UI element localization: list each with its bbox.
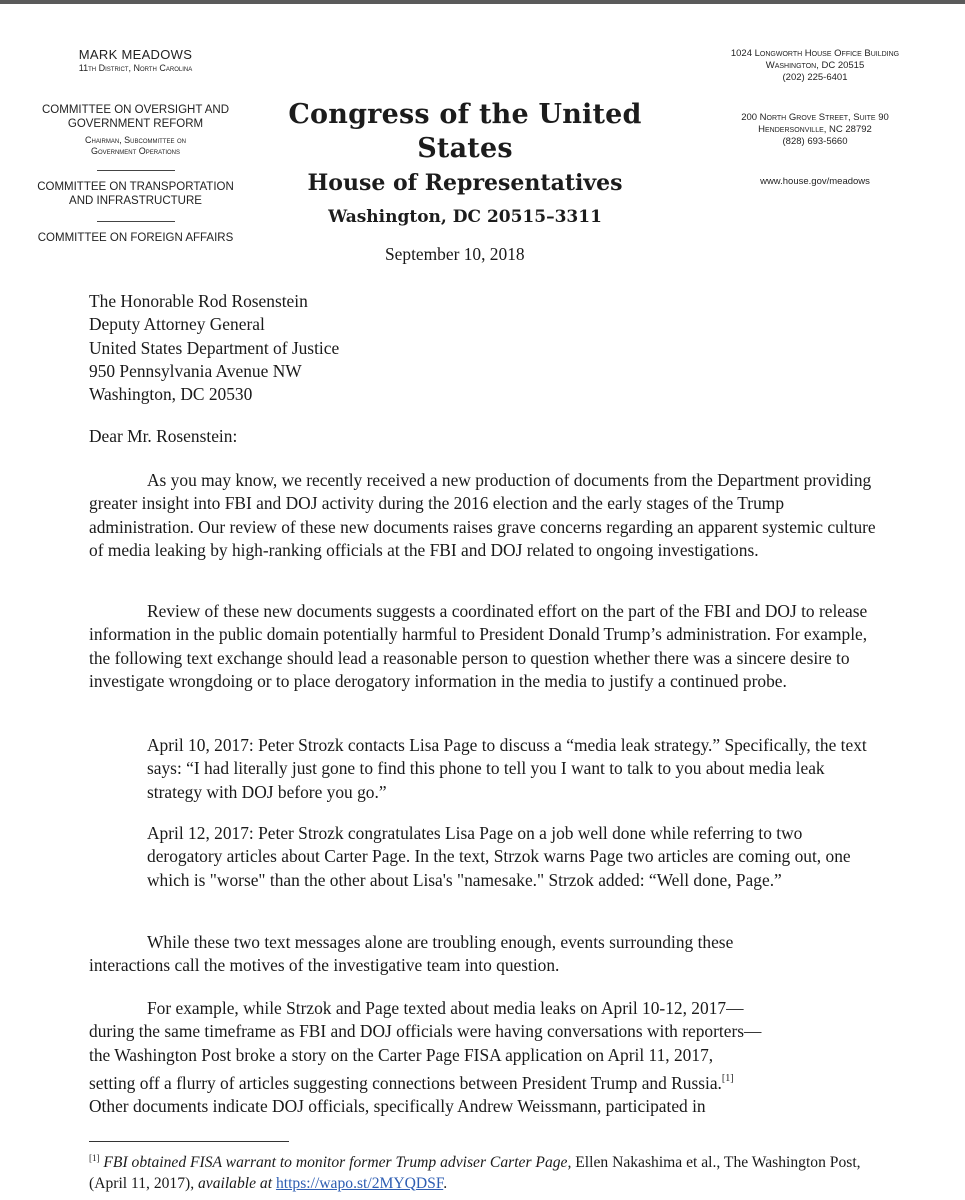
- phone-number: (202) 225-6401: [782, 72, 848, 83]
- footnote-link[interactable]: https://wapo.st/2MYQDSF: [275, 1174, 444, 1192]
- paragraph-line: [89, 1067, 879, 1095]
- recipient-address: [89, 290, 879, 406]
- footnote-byline: Ellen Nakashima et al., The Washington Post, (April 11, 2017),: [89, 1154, 861, 1192]
- divider: [97, 221, 175, 222]
- letterhead-left: [18, 47, 253, 245]
- paragraph-1: As you may know, we recently received a new production of documents from the Department providing greater insight into FBI and DOJ activity during the 2016 election and the early stages of the Trump administration. Our review of these new documents raises grave concerns regarding an apparent systemic culture of media leaking by high-ranking officials at the FBI and DOJ related to ongoing investigations.: [89, 470, 876, 560]
- paragraph-line: the Washington Post broke a story on the Carter Page FISA application on April 11, 2017,: [89, 1044, 714, 1065]
- paragraph-line: For example, while Strzok and Page texted about media leaks on April 10-12, 2017—: [147, 998, 744, 1018]
- recipient-line: The Honorable Rod Rosenstein: [89, 291, 308, 311]
- paragraph-line: interactions call the motives of the investigative team into question.: [89, 955, 560, 976]
- committee-title-line: GOVERNMENT REFORM: [67, 118, 204, 130]
- paragraph-line: during the same timeframe as FBI and DOJ officials were having conversations with reporters—: [89, 1021, 762, 1042]
- recipient-line: Deputy Attorney General: [89, 314, 265, 335]
- member-district: 11th District, North Carolina: [78, 63, 193, 73]
- quote-april-10: April 10, 2017: Peter Strozk contacts Lisa Page to discuss a “media leak strategy.” Specifically, the text says: “I had literally just gone to find this phone to tell you I want to talk to you about media leak strategy with DOJ before you go.”: [147, 735, 867, 802]
- footnote-divider: [89, 1141, 289, 1142]
- letterhead-right: [700, 48, 930, 188]
- footnote: [89, 1148, 879, 1194]
- paragraph-3: [89, 931, 879, 978]
- paragraph-line: While these two text messages alone are troubling enough, events surrounding these: [147, 932, 734, 952]
- divider: [97, 170, 175, 171]
- house-title: House of Representatives: [307, 170, 623, 196]
- committee-transportation: [18, 180, 253, 208]
- committee-subtitle: [18, 135, 253, 157]
- paragraph-line: Other documents indicate DOJ officials, specifically Andrew Weissmann, participated in: [89, 1096, 706, 1117]
- address-line: 200 North Grove Street, Suite 90: [741, 112, 889, 123]
- member-name: MARK MEADOWS: [78, 47, 193, 62]
- paragraph-2: Review of these new documents suggests a coordinated effort on the part of the FBI and DOJ to release information in the public domain potentially harmful to President Donald Trump’s administration. For example, the following text exchange should lead a reasonable person to question whether there was a sincere desire to investigate wrongdoing or to place derogatory information in the media to justify a continued probe.: [89, 601, 868, 691]
- committee-subtitle-line: Chairman, Subcommittee on: [84, 135, 186, 145]
- dc-office-address: [700, 48, 930, 84]
- recipient-line: 950 Pennsylvania Avenue NW: [89, 360, 302, 381]
- committee-title-line: AND INFRASTRUCTURE: [69, 195, 202, 207]
- phone-number: (828) 693-5660: [782, 136, 848, 147]
- footnote-mark: [1]: [89, 1153, 100, 1163]
- committee-foreign-affairs: [18, 231, 253, 245]
- committee-title-line: COMMITTEE ON FOREIGN AFFAIRS: [37, 232, 234, 244]
- footnote-end: .: [443, 1174, 448, 1192]
- letterhead-center: [260, 98, 670, 230]
- recipient-line: Washington, DC 20530: [89, 384, 253, 405]
- congress-title: Congress of the United States: [288, 99, 642, 164]
- committee-title-line: COMMITTEE ON OVERSIGHT AND: [42, 104, 229, 116]
- paragraph-4: [89, 997, 879, 1118]
- quote-april-12: April 12, 2017: Peter Strozk congratulates Lisa Page on a job well done while referring to two derogatory articles about Carter Page. In the text, Strzok warns Page two articles are coming out, one which is "worse" than the other about Lisa's "namesake." Strzok added: “Well done, Page.”: [147, 823, 851, 890]
- website: www.house.gov/meadows: [760, 176, 870, 187]
- footnote-available-at: available at: [198, 1174, 273, 1192]
- washington-line: Washington, DC 20515–3311: [328, 207, 602, 227]
- committee-oversight: [18, 103, 253, 131]
- letter-date: September 10, 2018: [385, 244, 525, 264]
- address-line: Washington, DC 20515: [765, 60, 865, 71]
- committee-title-line: COMMITTEE ON TRANSPORTATION: [37, 181, 234, 193]
- district-office-address: [700, 112, 930, 148]
- salutation: Dear Mr. Rosenstein:: [89, 426, 238, 446]
- footnote-reference[interactable]: [1]: [721, 1072, 734, 1084]
- committee-subtitle-line: Government Operations: [90, 146, 181, 156]
- paragraph-text: setting off a flurry of articles suggesting connections between President Trump and Russia.: [89, 1072, 722, 1093]
- address-line: Hendersonville, NC 28792: [758, 124, 872, 135]
- footnote-title: FBI obtained FISA warrant to monitor former Trump adviser Carter Page,: [103, 1154, 572, 1171]
- top-border: [0, 0, 965, 4]
- address-line: 1024 Longworth House Office Building: [730, 48, 900, 59]
- recipient-line: United States Department of Justice: [89, 337, 340, 358]
